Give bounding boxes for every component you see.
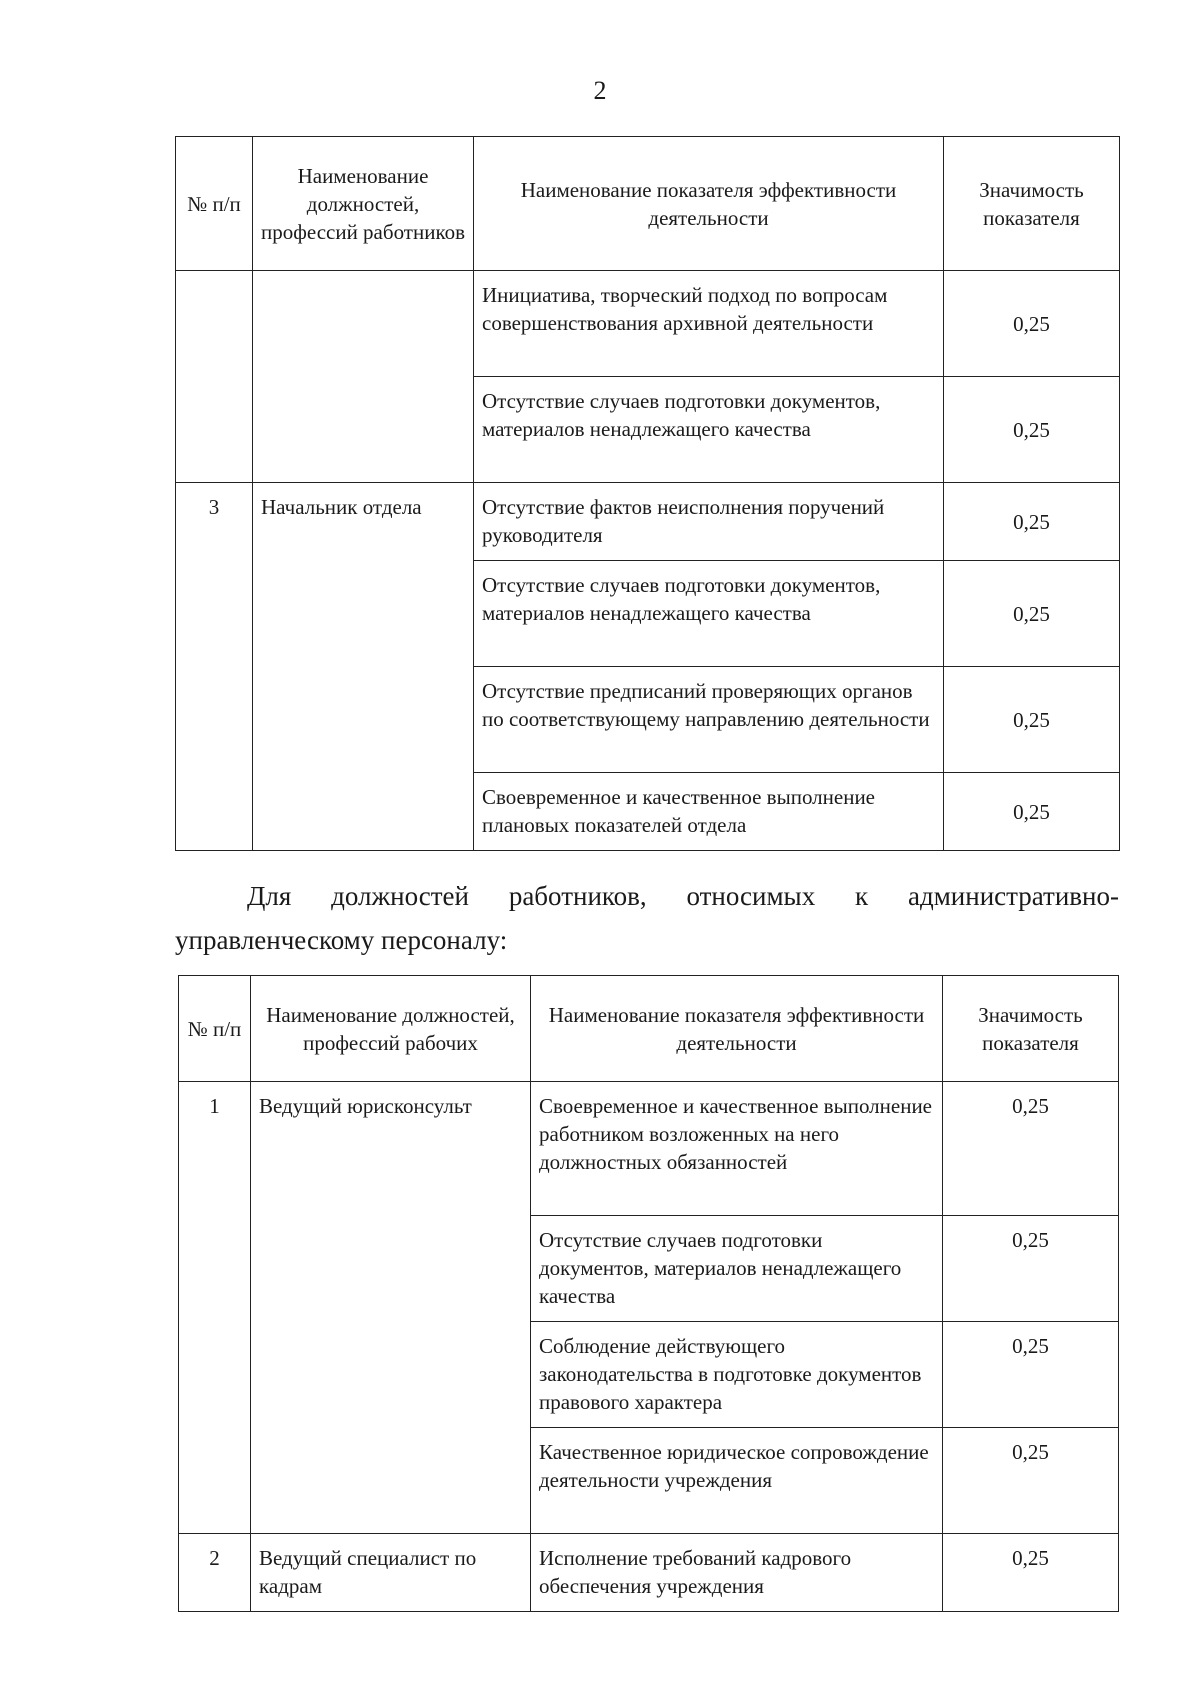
header-value: Значимость показателя <box>944 137 1120 271</box>
header-number: № п/п <box>176 137 253 271</box>
row-indicator: Отсутствие случаев подготовки документов, материалов ненадлежащего качества <box>474 561 944 667</box>
table-row <box>179 1534 1119 1612</box>
row-position: Ведущий специалист по кадрам <box>251 1534 531 1612</box>
row-indicator: Отсутствие случаев подготовки документов, материалов ненадлежащего качества <box>531 1216 943 1322</box>
row-number: 3 <box>176 483 253 851</box>
row-indicator: Исполнение требований кадрового обеспечения учреждения <box>531 1534 943 1612</box>
intro-word: должностей <box>331 881 469 911</box>
indicators-table-2 <box>178 975 1119 1612</box>
intro-line-1 <box>175 874 1119 918</box>
table-row <box>179 1082 1119 1216</box>
intro-word: Для <box>247 881 292 911</box>
row-number: 2 <box>179 1534 251 1612</box>
header-indicator: Наименование показателя эффективности деятельности <box>531 976 943 1082</box>
table-header-row <box>179 976 1119 1082</box>
row-number <box>176 271 253 483</box>
row-value: 0,25 <box>944 271 1120 377</box>
intro-word: относимых <box>686 881 816 911</box>
row-indicator: Своевременное и качественное выполнение работником возложенных на него должностных обязанностей <box>531 1082 943 1216</box>
header-indicator: Наименование показателя эффективности деятельности <box>474 137 944 271</box>
row-position <box>253 271 474 483</box>
header-position: Наименование должностей, профессий работников <box>253 137 474 271</box>
row-value: 0,25 <box>944 483 1120 561</box>
row-value: 0,25 <box>943 1428 1119 1534</box>
row-indicator: Отсутствие предписаний проверяющих органов по соответствующему направлению деятельности <box>474 667 944 773</box>
row-value: 0,25 <box>944 773 1120 851</box>
row-value: 0,25 <box>944 561 1120 667</box>
row-indicator: Инициатива, творческий подход по вопросам совершенствования архивной деятельности <box>474 271 944 377</box>
intro-word: работников, <box>508 881 647 911</box>
table-header-row <box>176 137 1120 271</box>
intro-word: административно- <box>907 881 1119 911</box>
intro-line-2: управленческому персоналу: <box>175 925 508 955</box>
row-position: Ведущий юрисконсульт <box>251 1082 531 1534</box>
row-indicator: Отсутствие фактов неисполнения поручений руководителя <box>474 483 944 561</box>
table-row <box>176 271 1120 377</box>
row-value: 0,25 <box>944 377 1120 483</box>
row-value: 0,25 <box>943 1534 1119 1612</box>
header-value: Значимость показателя <box>943 976 1119 1082</box>
row-value: 0,25 <box>943 1082 1119 1216</box>
table-row <box>176 483 1120 561</box>
row-value: 0,25 <box>944 667 1120 773</box>
page-number: 2 <box>593 76 607 105</box>
indicators-table-1 <box>175 136 1120 851</box>
intro-word: к <box>855 881 869 911</box>
row-indicator: Отсутствие случаев подготовки документов, материалов ненадлежащего качества <box>474 377 944 483</box>
row-value: 0,25 <box>943 1322 1119 1428</box>
row-value: 0,25 <box>943 1216 1119 1322</box>
row-number: 1 <box>179 1082 251 1534</box>
header-position: Наименование должностей, профессий рабочих <box>251 976 531 1082</box>
row-indicator: Своевременное и качественное выполнение плановых показателей отдела <box>474 773 944 851</box>
row-position: Начальник отдела <box>253 483 474 851</box>
header-number: № п/п <box>179 976 251 1082</box>
section-intro-paragraph <box>175 874 1119 962</box>
row-indicator: Соблюдение действующего законодательства в подготовке документов правового характера <box>531 1322 943 1428</box>
row-indicator: Качественное юридическое сопровождение деятельности учреждения <box>531 1428 943 1534</box>
